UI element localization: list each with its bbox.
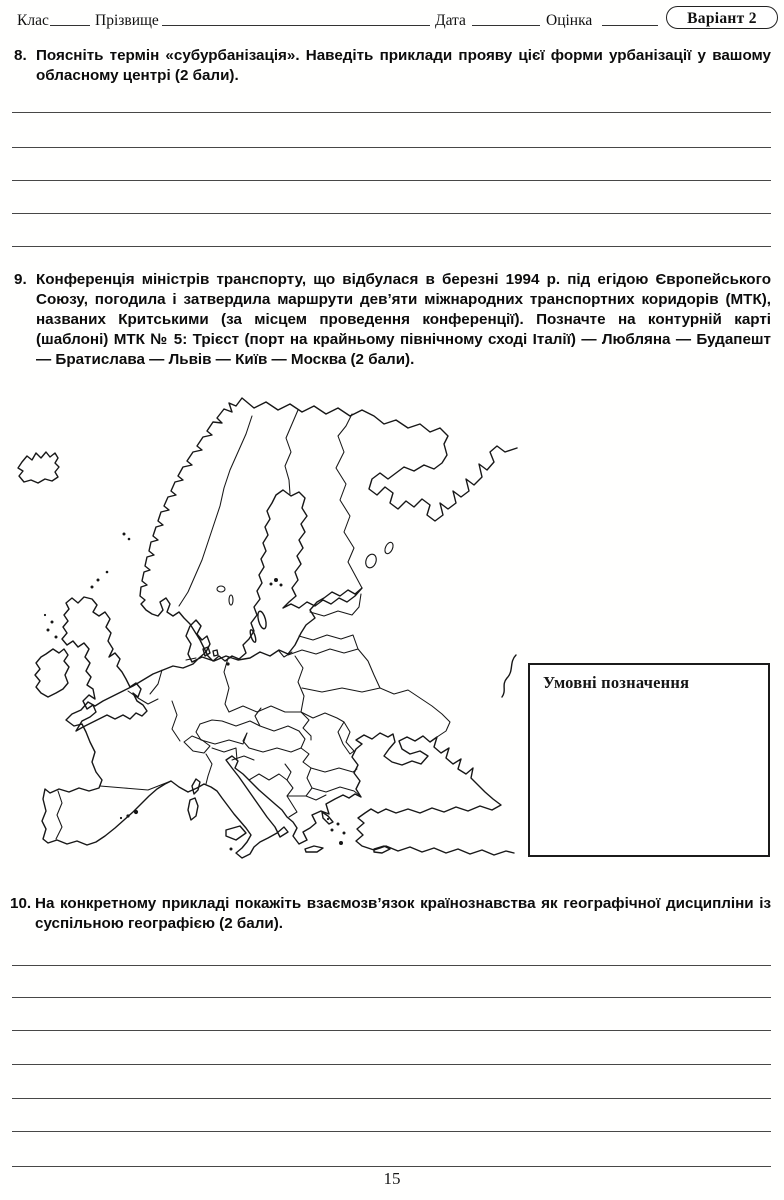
map-legend-box (528, 663, 770, 857)
grade-blank-line (602, 9, 658, 26)
answer-line (12, 1131, 771, 1132)
lakes (217, 541, 395, 605)
legend-title: Умовні позначення (543, 673, 690, 692)
class-blank-line (50, 9, 90, 26)
country-borders (56, 410, 450, 839)
question-10 (10, 894, 771, 934)
oland (249, 629, 257, 643)
answer-line (12, 1166, 771, 1167)
map-edge-line (502, 655, 516, 697)
question-8-number: 8. (14, 47, 27, 64)
answer-line (12, 180, 771, 181)
great-britain (62, 597, 147, 731)
answer-line (12, 965, 771, 966)
date-label: Дата (435, 12, 466, 29)
islands (18, 452, 390, 853)
answer-line (12, 246, 771, 247)
question-10-number: 10. (10, 895, 32, 912)
coastline (42, 398, 517, 858)
question-8 (14, 46, 771, 86)
surname-blank-line (162, 9, 430, 26)
answer-line (12, 997, 771, 998)
crete (305, 846, 323, 852)
answer-line (12, 1030, 771, 1031)
answer-line (12, 1064, 771, 1065)
answer-line (12, 1098, 771, 1099)
question-10-text: На конкретному прикладі покажіть взаємозв’язок країнознавства як географічної дисципліни із суспільною географією (2 бали). (35, 895, 771, 932)
iceland (18, 452, 59, 483)
small-island-dots (44, 533, 346, 851)
question-9-number: 9. (14, 271, 27, 288)
gotland (256, 610, 267, 629)
answer-line (12, 213, 771, 214)
answer-line (12, 112, 771, 113)
grade-label: Оцінка (546, 12, 593, 29)
class-label: Клас (17, 12, 49, 29)
lake-vanern (217, 586, 225, 592)
surname-label: Прізвище (95, 12, 159, 29)
date-blank-line (472, 9, 540, 26)
answer-line (12, 147, 771, 148)
sicily (226, 826, 246, 840)
corsica (192, 779, 200, 794)
question-9 (14, 270, 771, 370)
page-number: 15 (383, 1169, 401, 1188)
variant-badge: Варіант 2 (666, 6, 778, 29)
question-8-text: Поясніть термін «субурбанізація». Наведіть приклади прояву цієї форми урбанізації у вашому обласному центрі (2 бали). (36, 47, 771, 84)
header (0, 0, 784, 36)
question-9-text: Конференція міністрів транспорту, що відбулася в березні 1994 р. під егідою Європейського Союзу, погодила і затвердила маршрути дев’яти міжнародних транспортних коридорів (МТК), названих Критськими (за місцем проведення конференції). Позначте на контурній карті (шаблоні) МТК № 5: Трієст (порт на крайньому північному сході Італії) — Любляна — Будапешт — Братислава — Львів — Київ — Москва (2 бали). (36, 271, 771, 368)
sardinia (188, 798, 198, 820)
lake-onega (383, 541, 394, 555)
ireland (35, 649, 69, 697)
lake-vattern (229, 595, 233, 605)
lake-ladoga (364, 553, 378, 570)
